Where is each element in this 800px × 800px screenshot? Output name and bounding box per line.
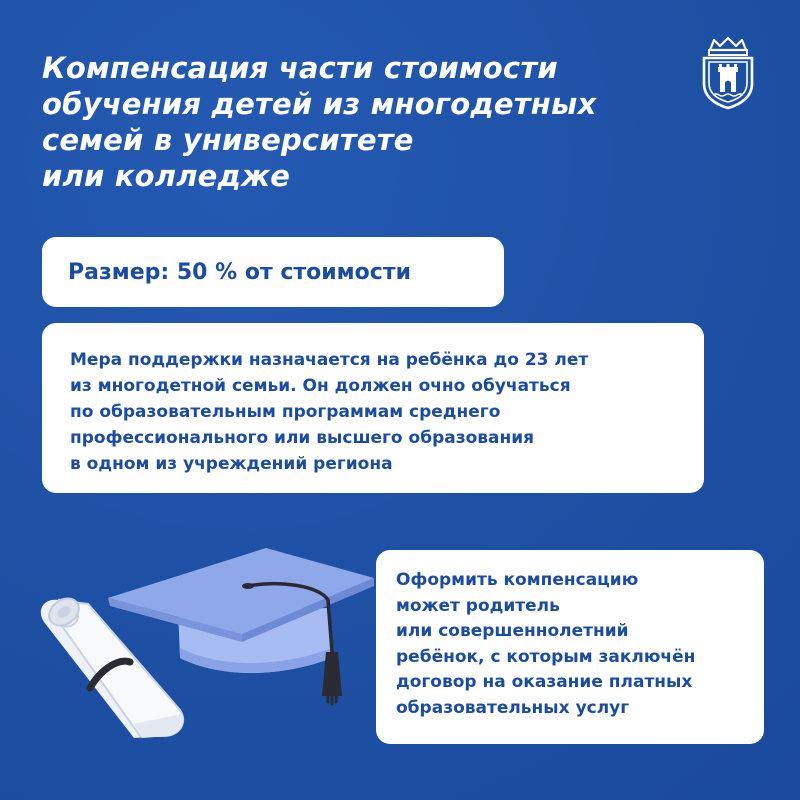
title-line: или колледже [42,159,291,193]
apply-line: договор на оказание платных [396,672,693,692]
apply-line: ребёнок, с которым заключён [396,646,696,667]
page-title [42,50,682,194]
title-line: семей в университете [42,123,414,157]
measure-line: профессионального или высшего образования [70,428,535,448]
measure-card [42,323,704,493]
measure-line: из многодетной семьи. Он должен очно обучаться [70,376,571,396]
apply-line: или совершеннолетний [396,621,629,641]
apply-line: может родитель [396,595,560,616]
measure-line: в одном из учреждений региона [70,454,393,474]
size-text: Размер: 50 % от стоимости [68,259,411,285]
graduation-illustration [30,540,400,770]
coat-of-arms-icon [696,36,760,110]
apply-line: Оформить компенсацию [396,570,639,590]
size-card [42,237,504,307]
measure-line: по образовательным программам среднего [70,402,501,422]
apply-line: образовательных услуг [396,697,630,718]
measure-line: Мера поддержки назначается на ребёнка до 23 лет [70,350,589,370]
title-line: обучения детей из многодетных [42,87,597,121]
apply-card [376,550,764,744]
title-line: Компенсация части стоимости [42,51,558,85]
